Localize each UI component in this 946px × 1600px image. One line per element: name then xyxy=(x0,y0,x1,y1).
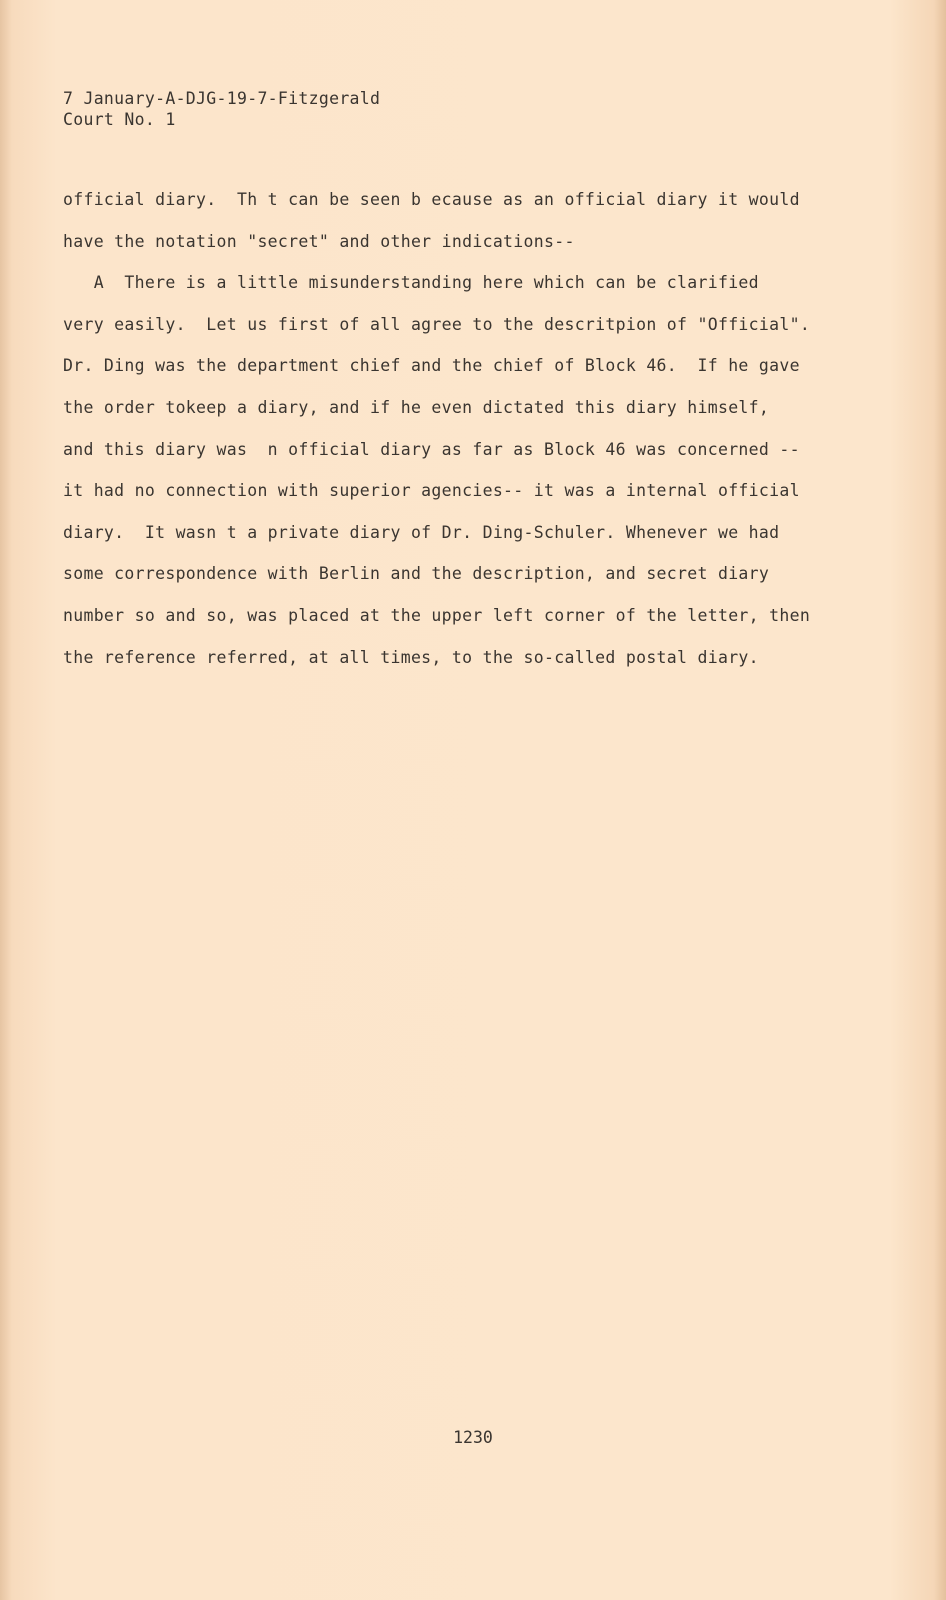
transcript-line: the reference referred, at all times, to the so-called postal diary. xyxy=(63,647,759,667)
transcript-line: A There is a little misunderstanding here which can be clarified xyxy=(63,273,759,293)
transcript-line: diary. It wasn t a private diary of Dr. Ding-Schuler. Whenever we had xyxy=(63,522,780,542)
page-number: 1230 xyxy=(453,1428,493,1447)
document-header xyxy=(63,88,380,130)
page-edge-right xyxy=(934,0,946,1600)
transcript-line: official diary. Th t can be seen b ecause as an official diary it would xyxy=(63,190,800,209)
page-edge-left xyxy=(0,0,12,1600)
transcript-line: and this diary was n official diary as far as Block 46 was concerned -- xyxy=(63,439,800,459)
transcript-line: number so and so, was placed at the upper left corner of the letter, then xyxy=(63,605,811,625)
transcript-line: have the notation "secret" and other indications-- xyxy=(63,231,575,251)
transcript-line: some correspondence with Berlin and the description, and secret diary xyxy=(63,564,770,584)
transcript-line: the order tokeep a diary, and if he even dictated this diary himself, xyxy=(63,397,770,417)
transcript-body xyxy=(63,188,893,687)
transcript-line: very easily. Let us first of all agree to the descritpion of "Official". xyxy=(63,314,811,334)
header-court-line: Court No. 1 xyxy=(63,110,176,129)
transcript-line: it had no connection with superior agencies-- it was a internal official xyxy=(63,481,800,501)
transcript-line: Dr. Ding was the department chief and the chief of Block 46. If he gave xyxy=(63,356,800,376)
header-date-line: 7 January-A-DJG-19-7-Fitzgerald xyxy=(63,89,381,108)
